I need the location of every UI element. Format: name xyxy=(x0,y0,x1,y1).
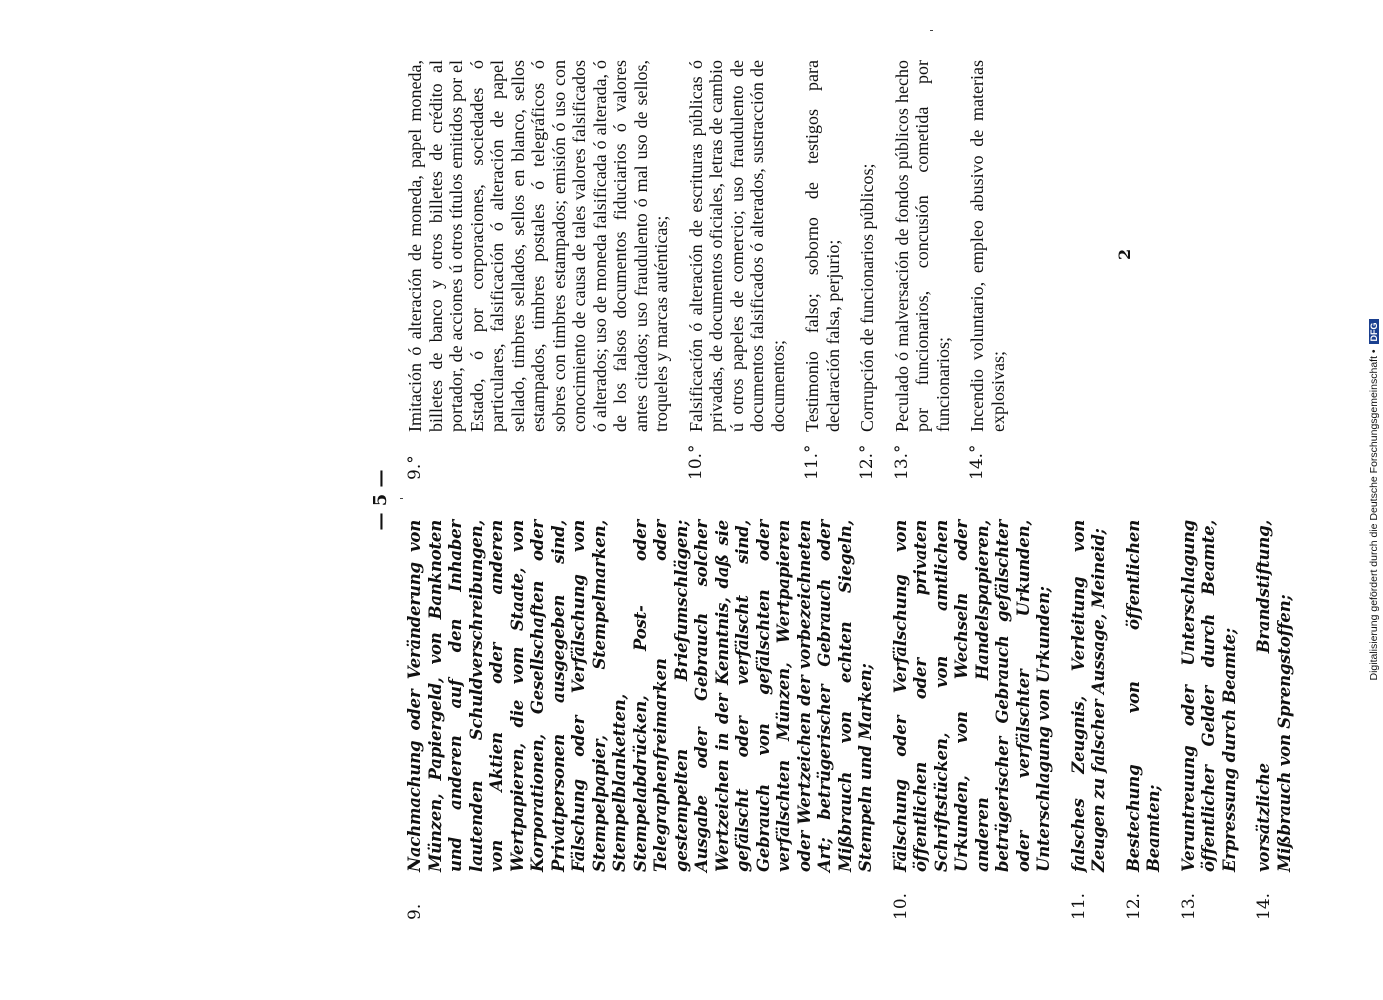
spanish-entry-text: Peculado ó malversación de fondos públicos hecho por funcionarios, concusión cometida por funcionarios; xyxy=(891,60,953,432)
spanish-entry xyxy=(892,60,954,480)
scan-speck xyxy=(930,30,933,31)
german-entry-number: 14. xyxy=(1254,892,1274,920)
signature-mark: 2 xyxy=(1115,248,1134,260)
german-entry-number: 12. xyxy=(1123,892,1144,920)
spanish-entry-text: Imitación ó alteración de moneda, papel moneda, billetes de banco y otros billetes de crédito al portador, de acciones ú otros títulos emitidos por el Estado, ó por corporaciones, sociedades ó particulares, falsificación ó alteración de papel sellado, timbres sellados, sellos en blanco, sellos estampados, timbres postales ó telegráficos ó sobres con timbres estampados; emisión ó uso con conocimiento de causa de tales valores falsificados ó alterados; uso de moneda falsificada ó alterada, ó de los falsos documentos fiduciarios ó valores antes citados; uso fraudulento ó mal uso de sellos, troqueles y marcas auténticas; xyxy=(405,60,671,432)
spanish-entry-number: 10.° xyxy=(685,444,706,480)
german-entry-text: Fälschung oder Verfälschung von öffentlichen oder privaten Schriftstücken, von amtlichen Urkunden, von Wechseln oder anderen Handelspapieren, betrügerischer Gebrauch gefälschter oder verfälschter Urkunden, Unterschlagung von Urkunden; xyxy=(890,520,1053,872)
spanish-entry-text: Corrupción de funcionarios públicos; xyxy=(857,163,877,432)
german-entry-text: Bestechung von öffentlichen Beamten; xyxy=(1123,520,1163,872)
dfg-logo: DFG xyxy=(1369,319,1379,344)
spanish-entry-text: Testimonio falso; soborno de testigos para declaración falsa, perjurio; xyxy=(802,60,843,432)
spanish-entry-number: 13.° xyxy=(891,444,912,480)
spanish-entry-number: 9.° xyxy=(405,455,425,480)
spanish-entry-number: 12.° xyxy=(857,444,877,480)
german-entry xyxy=(405,520,877,920)
german-entry xyxy=(1124,520,1165,920)
scan-speck xyxy=(400,498,403,499)
german-column xyxy=(405,520,1294,920)
spanish-entry-number: 11.° xyxy=(802,444,822,480)
german-entry-number: 11. xyxy=(1068,892,1089,920)
german-entry-text: Veruntreuung oder Unterschlagung öffentlicher Gelder durch Beamte, Erpressung durch Beamte; xyxy=(1178,520,1239,872)
page-number: — 5 — xyxy=(370,469,391,531)
spanish-entry-text: Incendio voluntario, empleo abusivo de materias explosivas; xyxy=(967,60,1008,432)
spanish-entry-number: 14.° xyxy=(967,444,987,480)
digitization-credit xyxy=(1368,110,1380,890)
german-entry-number: 13. xyxy=(1178,892,1199,920)
german-entry xyxy=(891,520,1055,920)
spanish-entry xyxy=(686,60,789,480)
spanish-entry xyxy=(405,60,672,480)
rotated-page-content xyxy=(190,50,1294,950)
german-entry-text: vorsätzliche Brandstiftung, Mißbrauch von Sprengstoffen; xyxy=(1254,520,1294,872)
german-entry xyxy=(1254,520,1295,920)
spanish-entry xyxy=(967,60,1008,480)
spanish-entry-text: Falsificación ó alteración de escrituras públicas ó privadas, de documentos oficiales, letras de cambio ú otros papeles de comercio; uso fraudulento de documentos falsificados ó alterados, sustracción de documentos; xyxy=(685,60,788,432)
digitization-credit-text: Digitalisierung gefördert durch die Deutsche Forschungsgemeinschaft • xyxy=(1368,349,1380,681)
spanish-entry xyxy=(802,60,843,480)
spanish-entry xyxy=(857,60,878,480)
spanish-column xyxy=(405,60,1105,480)
german-entry-number: 10. xyxy=(890,892,911,920)
german-entry-text: Nachmachung oder Veränderung von Münzen, Papiergeld, von Banknoten und anderen auf den Inhaber lautenden Schuldverschreibungen, von Aktien oder anderen Wertpapieren, die vom Staate, von Korporationen, Gesellschaften oder Privatpersonen ausgegeben sind, Fälschung oder Verfälschung von Stempelpapier, Stempelmarken, Stempelblanketten, Stempelabdrücken, Post- oder Telegraphenfreimarken oder gestempelten Briefumschlägen; Ausgabe oder Gebrauch solcher Wertzeichen in der Kenntnis, daß sie gefälscht oder verfälscht sind, Gebrauch von gefälschten oder verfälschten Münzen, Wertpapieren oder Wertzeichen der vorbezeichneten Art; betrügerischer Gebrauch oder Mißbrauch von echten Siegeln, Stempeln und Marken; xyxy=(405,520,875,872)
german-entry-text: falsches Zeugnis, Verleitung von Zeugen zu falscher Aussage, Meineid; xyxy=(1068,520,1108,872)
german-entry xyxy=(1069,520,1110,920)
german-entry-number: 9. xyxy=(405,903,425,920)
german-entry xyxy=(1179,520,1241,920)
